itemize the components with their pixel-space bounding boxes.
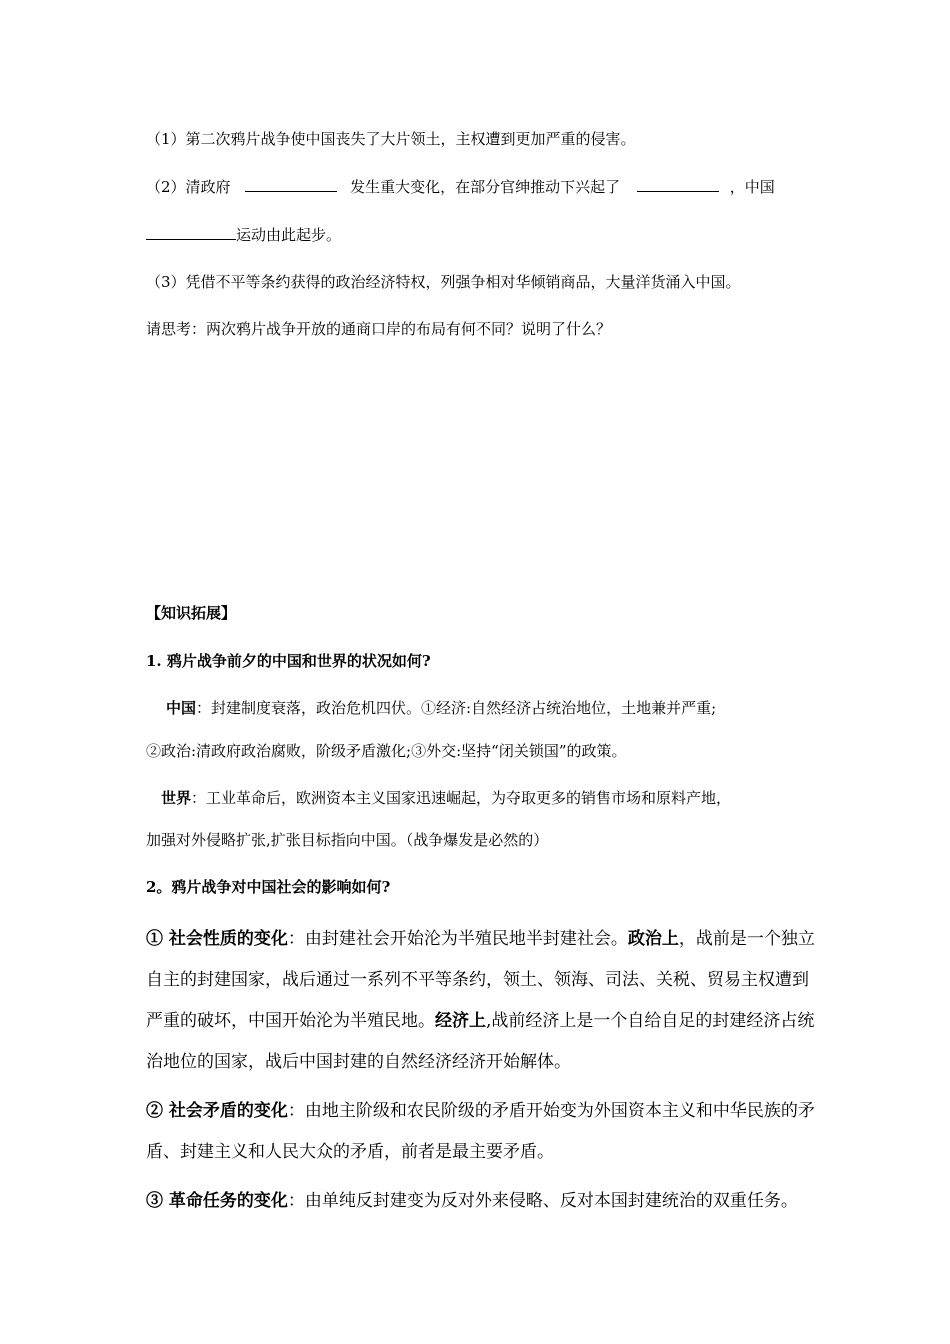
impact-1-line-3	[146, 1006, 814, 1031]
fill-blank-3[interactable]	[146, 224, 236, 240]
impact-1-line-1	[146, 924, 815, 949]
impact-1-line-4: 治地位的国家，战后中国封建的自然经济经济开始解体。	[146, 1052, 571, 1072]
impact-1-text-1: ：由封建社会开始沦为半殖民地半封建社会。	[287, 929, 628, 949]
china-label: 中国	[166, 699, 197, 717]
section-heading: 【知识拓展】	[146, 604, 237, 622]
impact-2-text-1: ：由地主阶级和农民阶级的矛盾开始变为外国资本主义和中华民族的矛	[287, 1101, 815, 1121]
item-2-continued	[146, 224, 341, 245]
item-2-text-d: 运动由此起步。	[236, 226, 342, 244]
impact-1-line-2: 自主的封建国家，战后通过一系列不平等条约，领土、领海、司法、关税、贸易主权遭到	[146, 970, 809, 990]
fill-blank-2[interactable]	[637, 176, 719, 192]
impact-3-label: ③ 革命任务的变化	[146, 1191, 288, 1211]
china-text-1: ：封建制度衰落，政治危机四伏。①经济:自然经济占统治地位，土地兼并严重;	[196, 699, 717, 717]
question-2: 2。鸦片战争对中国社会的影响如何?	[146, 878, 391, 896]
world-label: 世界	[161, 789, 192, 807]
think-question: 请思考：两次鸦片战争开放的通商口岸的布局有何不同？说明了什么？	[146, 320, 612, 338]
fill-blank-1[interactable]	[245, 176, 337, 192]
china-paragraph-line-2: ②政治:清政府政治腐败，阶级矛盾激化;③外交:坚持“闭关锁国”的政策。	[146, 742, 627, 760]
economy-label: 经济上	[435, 1011, 486, 1031]
impact-1-text-2: ，战前是一个独立	[678, 929, 815, 949]
item-2-text-a: （2）清政府	[146, 178, 231, 196]
impact-1-label: ① 社会性质的变化	[146, 929, 288, 949]
impact-2-line-1	[146, 1096, 815, 1121]
impact-3-text: ：由单纯反封建变为反对外来侵略、反对本国封建统治的双重任务。	[287, 1191, 798, 1211]
impact-1-text-3b: ,战前经济上是一个自给自足的封建经济占统	[486, 1011, 815, 1031]
politics-label: 政治上	[627, 929, 679, 949]
china-paragraph-line-1	[166, 697, 716, 718]
item-3: （3）凭借不平等条约获得的政治经济特权，列强争相对华倾销商品，大量洋货涌入中国。	[146, 273, 741, 291]
impact-1-text-3a: 严重的破坏，中国开始沦为半殖民地。	[146, 1011, 435, 1031]
world-paragraph-line-2: 加强对外侵略扩张,扩张目标指向中国。（战争爆发是必然的）	[146, 831, 549, 849]
world-paragraph-line-1	[161, 787, 731, 808]
impact-2-label: ② 社会矛盾的变化	[146, 1101, 288, 1121]
question-1: 1. 鸦片战争前夕的中国和世界的状况如何?	[146, 652, 431, 670]
item-2-text-c: ，中国	[729, 178, 775, 196]
impact-3-line-1	[146, 1186, 798, 1211]
item-2	[146, 176, 775, 197]
item-2-text-b: 发生重大变化，在部分官绅推动下兴起了	[350, 178, 621, 196]
impact-2-line-2: 盾、封建主义和人民大众的矛盾，前者是最主要矛盾。	[146, 1142, 554, 1162]
world-text-1: ：工业革命后，欧洲资本主义国家迅速崛起，为夺取更多的销售市场和原料产地，	[191, 789, 732, 807]
item-1: （1）第二次鸦片战争使中国丧失了大片领土，主权遭到更加严重的侵害。	[146, 130, 636, 148]
